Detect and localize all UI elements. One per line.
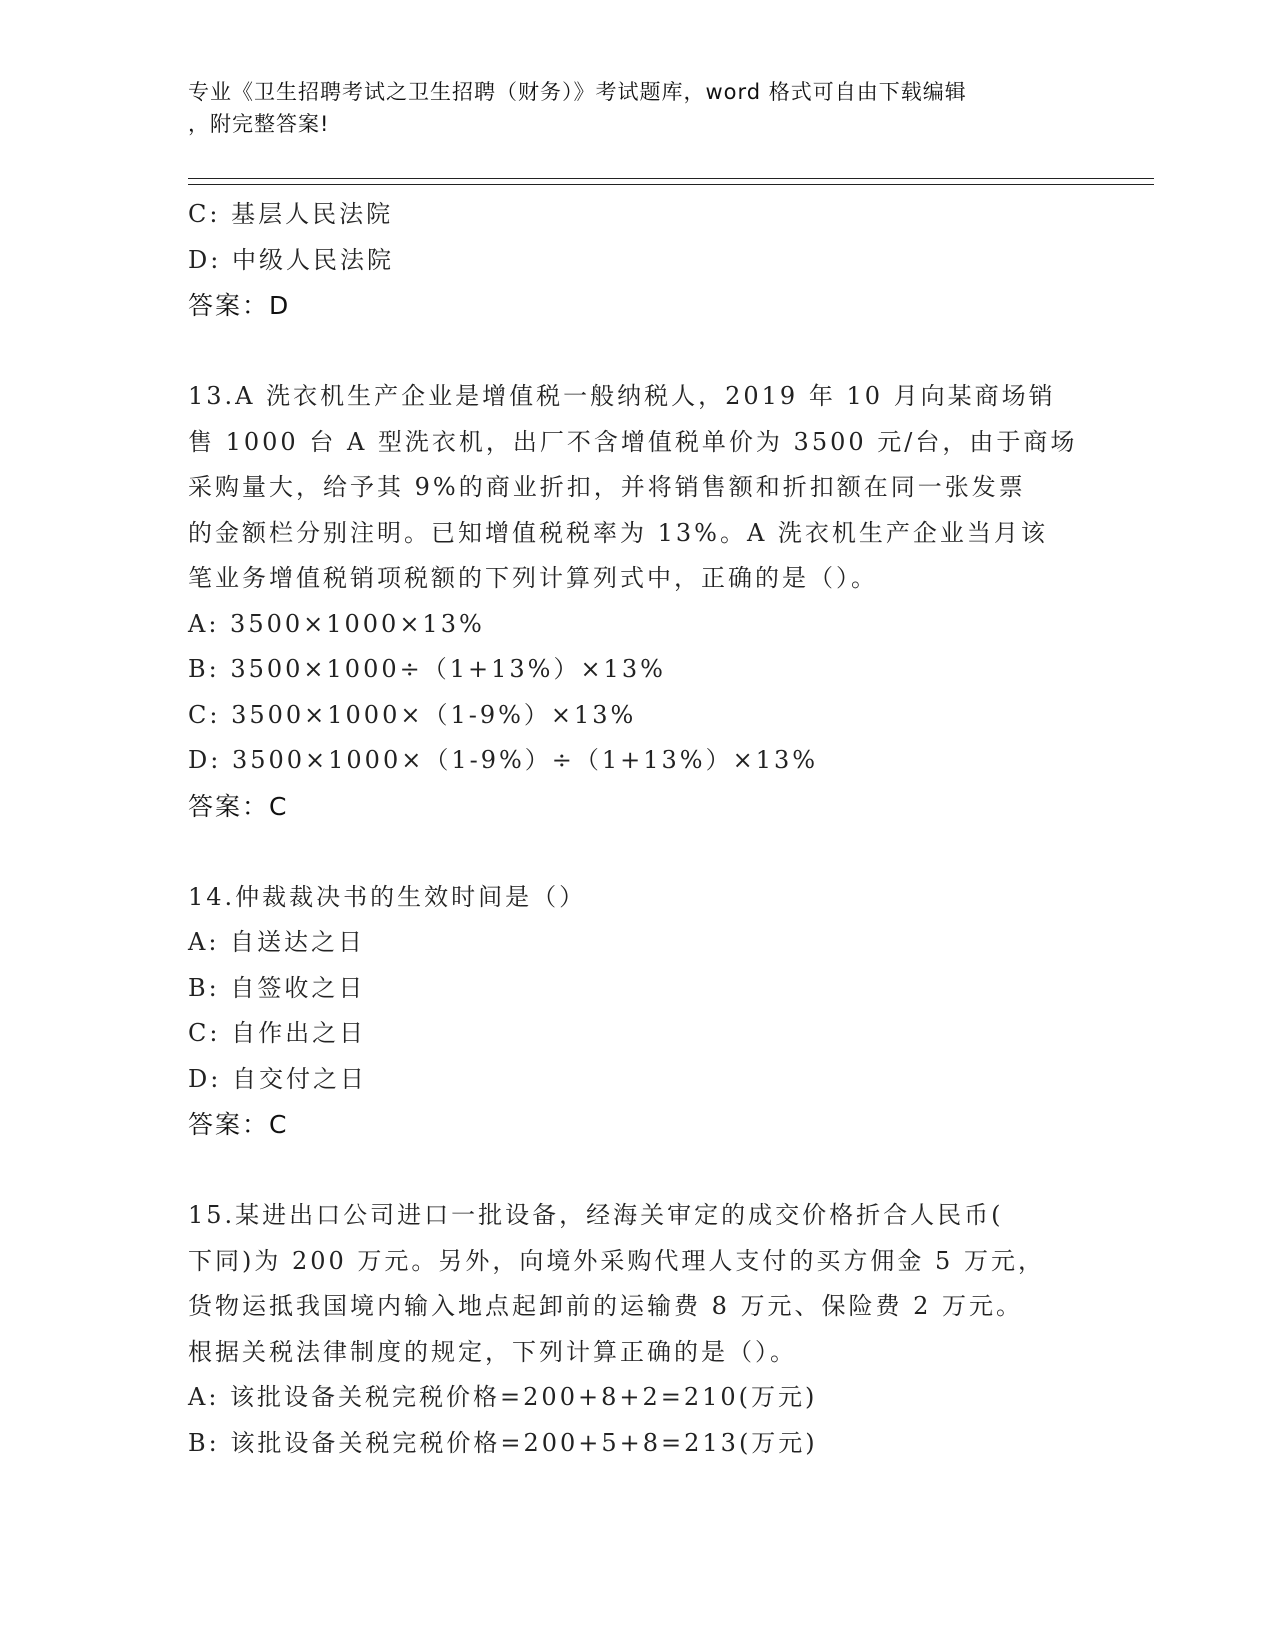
option-c: C: 3500×1000×（1-9%）×13%	[188, 700, 637, 729]
option-c: C: 自作出之日	[188, 1019, 367, 1047]
question-14	[188, 875, 1088, 1148]
question-13	[188, 374, 1088, 829]
question-text-line: 根据关税法律制度的规定，下列计算正确的是（）。	[188, 1337, 797, 1366]
spacer	[188, 1148, 1088, 1194]
answer: 答案：D	[188, 291, 291, 320]
header-divider-top	[188, 178, 1154, 179]
question-text-line: 售 1000 台 A 型洗衣机，出厂不含增值税单价为 3500 元/台，由于商场	[188, 427, 1078, 456]
question-text-line: 货物运抵我国境内输入地点起卸前的运输费 8 万元、保险费 2 万元。	[188, 1292, 1024, 1320]
question-text-line: 采购量大，给予其 9%的商业折扣，并将销售额和折扣额在同一张发票	[188, 473, 1026, 501]
spacer	[188, 829, 1088, 875]
answer: 答案：C	[188, 791, 289, 821]
question-text-line: 下同)为 200 万元。另外，向境外采购代理人支付的买方佣金 5 万元，	[188, 1246, 1045, 1275]
question-text-line: 13.A 洗衣机生产企业是增值税一般纳税人，2019 年 10 月向某商场销	[188, 382, 1056, 410]
question-text-line: 的金额栏分别注明。已知增值税税率为 13%。A 洗衣机生产企业当月该	[188, 518, 1048, 547]
header-divider-bottom	[188, 184, 1154, 185]
header-line-2: ，附完整答案!	[188, 112, 330, 136]
option-c: C: 基层人民法院	[188, 200, 394, 228]
question-text-line: 笔业务增值税销项税额的下列计算列式中，正确的是（）。	[188, 564, 878, 592]
option-b: B: 3500×1000÷（1+13%）×13%	[188, 655, 666, 683]
option-d: D: 自交付之日	[188, 1064, 367, 1093]
option-a: A: 自送达之日	[188, 928, 366, 956]
option-b: B: 自签收之日	[188, 973, 366, 1002]
question-content	[188, 192, 1088, 1466]
option-d: D: 3500×1000×（1-9%）÷（1+13%）×13%	[188, 746, 819, 774]
option-d: D: 中级人民法院	[188, 245, 394, 274]
option-b: B: 该批设备关税完税价格=200+5+8=213(万元)	[188, 1428, 818, 1457]
header-line-1: 专业《卫生招聘考试之卫生招聘（财务）》考试题库，word 格式可自由下载编辑	[188, 80, 967, 104]
question-text-line: 14.仲裁裁决书的生效时间是（）	[188, 882, 587, 911]
question-text-line: 15.某进出口公司进口一批设备，经海关审定的成交价格折合人民币(	[188, 1201, 1004, 1229]
answer: 答案：C	[188, 1110, 289, 1139]
option-a: A: 3500×1000×13%	[188, 609, 485, 638]
option-a: A: 该批设备关税完税价格=200+8+2=210(万元)	[188, 1383, 818, 1411]
question-15	[188, 1193, 1088, 1466]
question-12	[188, 192, 1088, 329]
page-header	[188, 76, 1068, 140]
spacer	[188, 329, 1088, 375]
